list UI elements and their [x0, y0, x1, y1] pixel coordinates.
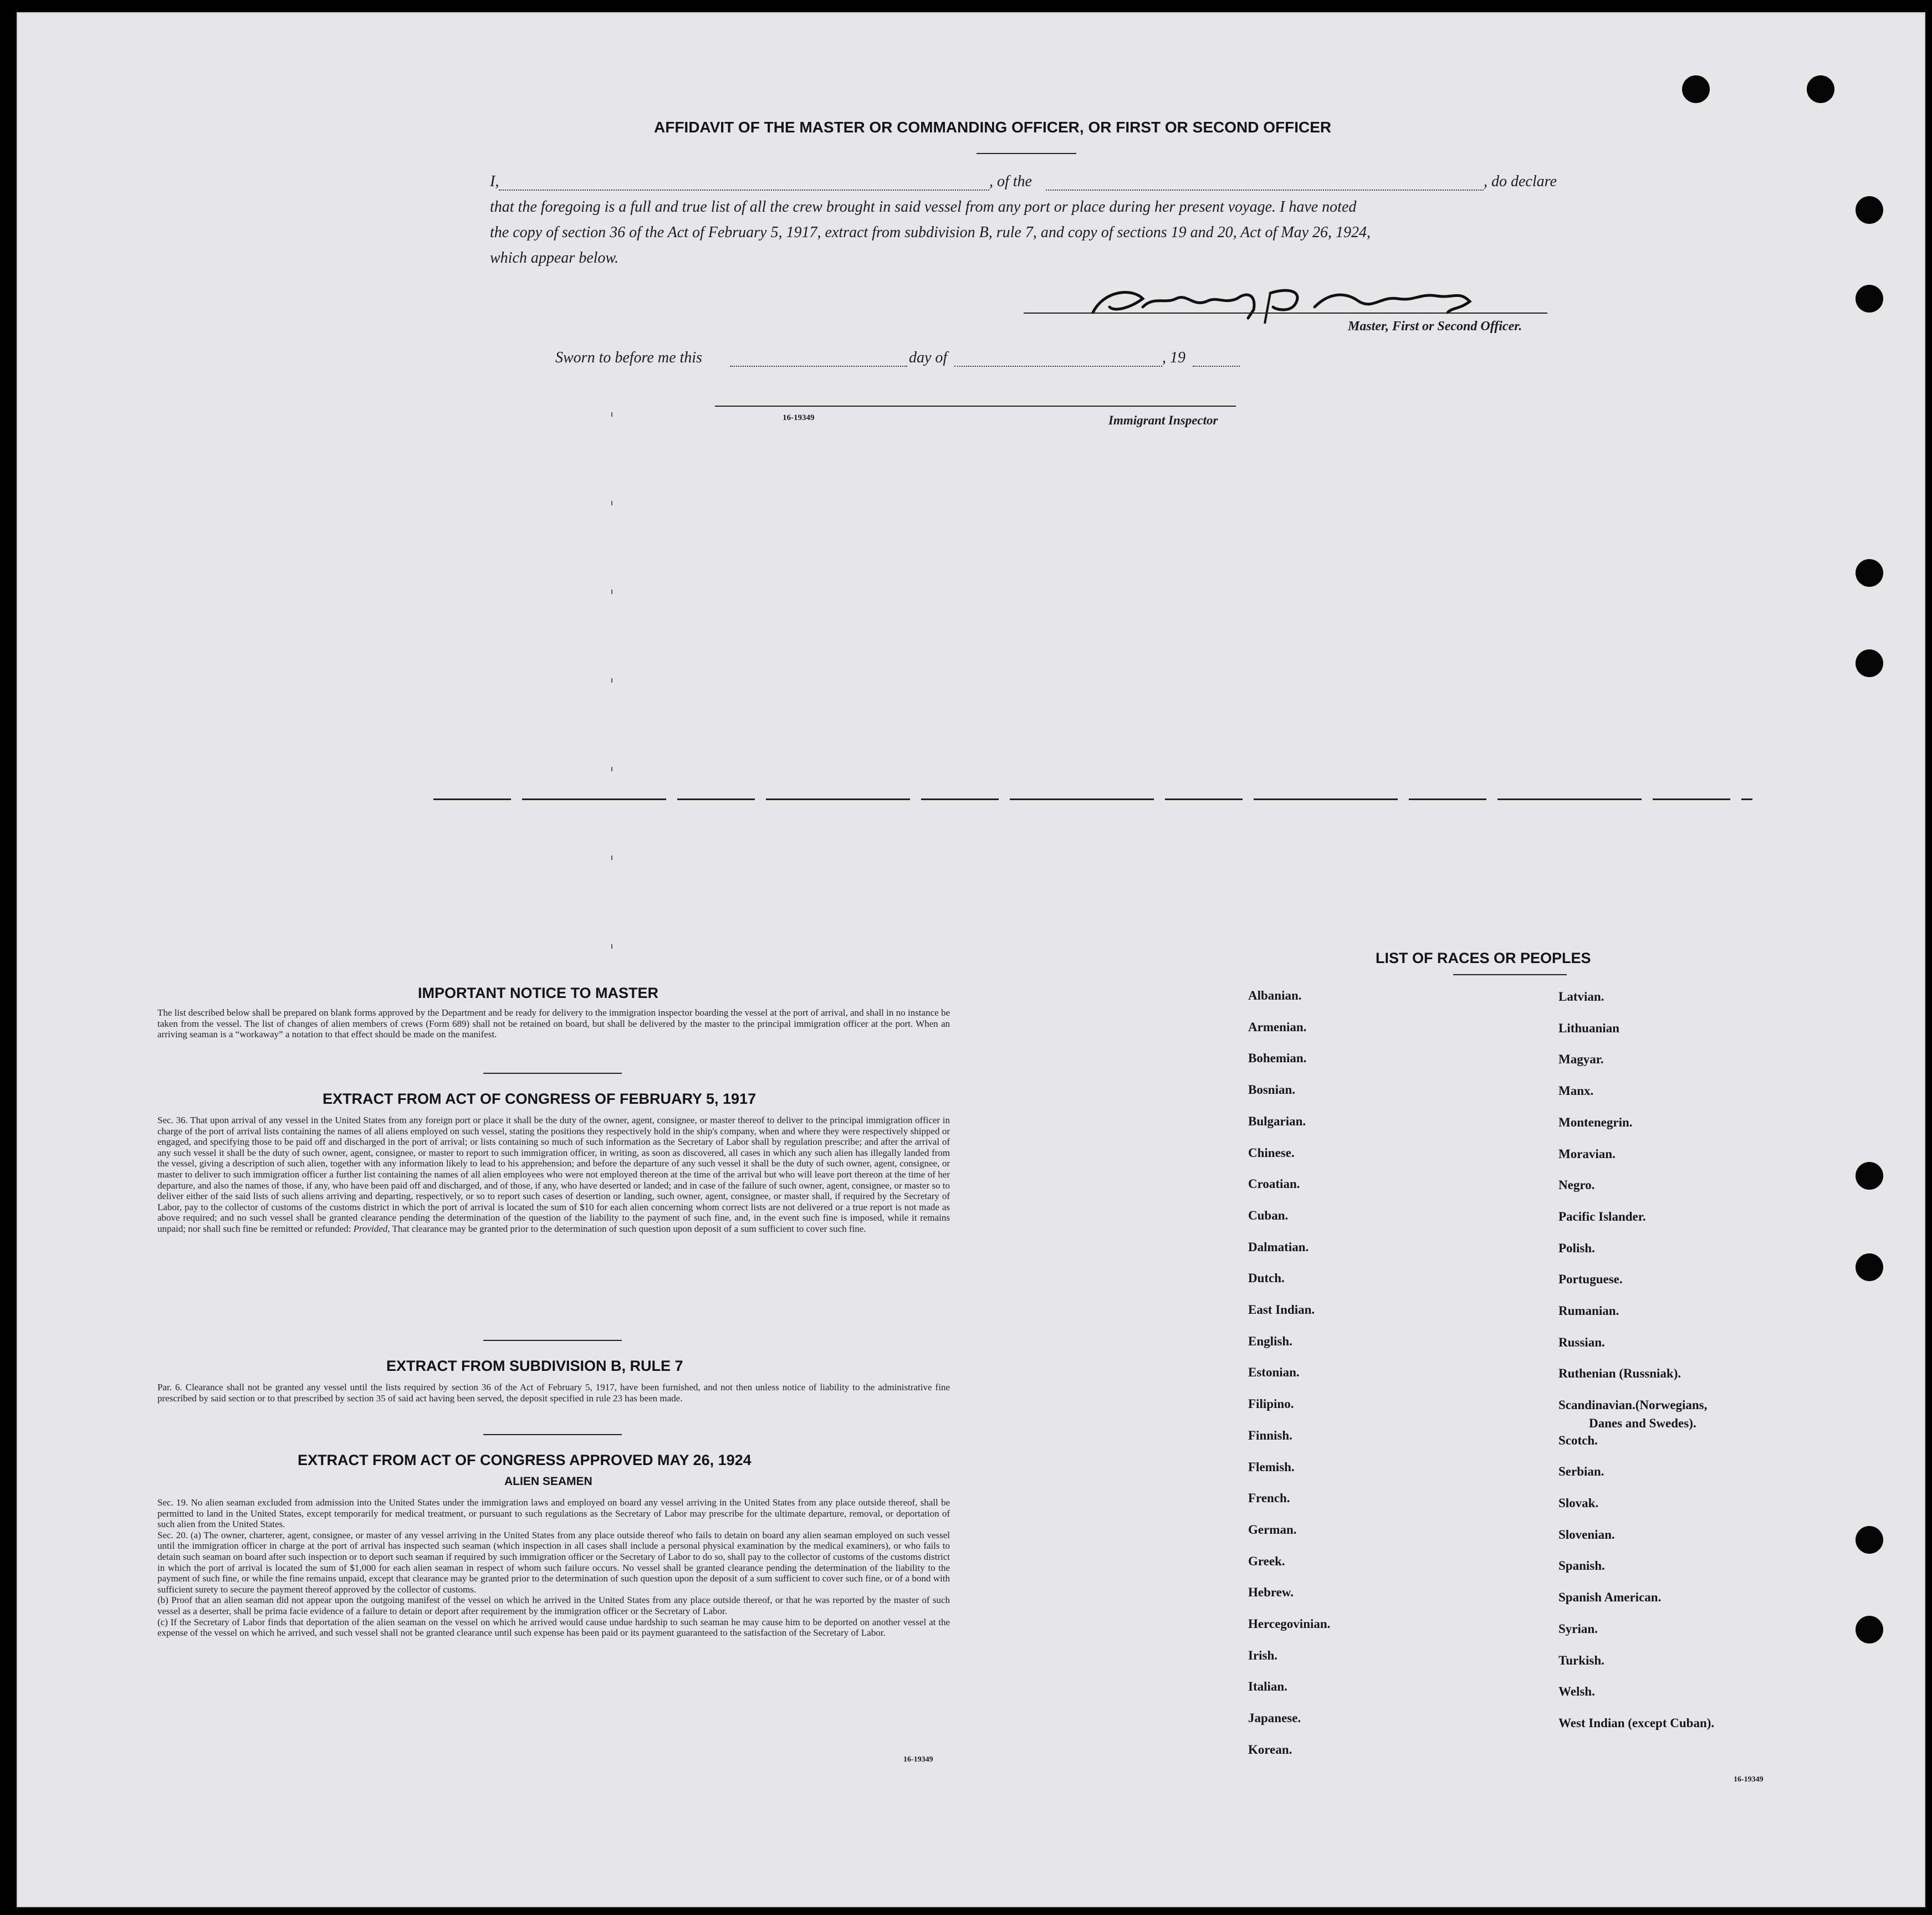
affidavit-line-3: which appear below.	[490, 249, 619, 267]
affidavit-title: AFFIDAVIT OF THE MASTER OR COMMANDING OFFICER, OR FIRST OR SECOND OFFICER	[654, 119, 1332, 136]
affidavit-do-declare: , do declare	[1484, 173, 1557, 190]
race-item: Syrian.	[1558, 1621, 1598, 1636]
form-number-top: 16-19349	[783, 413, 815, 422]
sec-19: Sec. 19. No alien seaman excluded from admission into the United States under the immigration laws and employed on board any vessel arriving in the United States from any place outside thereof, shall be permitted to land in the United States, except temporarily for medical treatment, or pursuant to such regulations as the Secretary of Labor may prescribe for the ultimate departure, removal, or deportation of such alien from the United States.	[157, 1497, 950, 1530]
race-item: French.	[1248, 1491, 1290, 1506]
race-item: Flemish.	[1248, 1460, 1295, 1474]
races-underline	[1453, 974, 1567, 975]
punch-hole	[1856, 285, 1883, 313]
affidavit-line-1: that the foregoing is a full and true list of all the crew brought in said vessel from any port or place during her present voyage. I have noted	[490, 198, 1357, 216]
punch-hole	[1856, 1162, 1883, 1190]
race-item: Pacific Islander.	[1558, 1209, 1646, 1223]
race-item: Korean.	[1248, 1742, 1292, 1757]
race-item: Montenegrin.	[1558, 1115, 1633, 1129]
divider	[483, 1073, 622, 1074]
punch-hole	[1856, 1526, 1883, 1554]
race-item: Manx.	[1558, 1084, 1594, 1098]
inspector-caption: Immigrant Inspector	[1108, 413, 1218, 427]
rule-7-title: EXTRACT FROM SUBDIVISION B, RULE 7	[386, 1358, 683, 1374]
vessel-name-line	[1046, 190, 1484, 191]
race-item: Portuguese.	[1558, 1272, 1623, 1287]
race-item: Magyar.	[1558, 1052, 1604, 1067]
race-item: English.	[1248, 1334, 1292, 1348]
act-1924-body	[157, 1497, 950, 1638]
race-item: Japanese.	[1248, 1711, 1301, 1725]
signature-line	[1024, 313, 1547, 314]
race-item: Scandinavian.(Norwegians,	[1558, 1398, 1708, 1412]
race-item: West Indian (except Cuban).	[1558, 1716, 1715, 1730]
race-item: Moravian.	[1558, 1146, 1616, 1161]
notice-body: The list described below shall be prepared on blank forms approved by the Department and be ready for delivery to the immigration inspector boarding the vessel at the port of arrival, and shall in no instance be taken from the vessel. The list of changes of alien members of crews (Form 689) shall not be retained on board, but shall be delivered by the master to the principal immigration officer at the port. When an arriving seaman is a “workaway” a notation to that effect should be made on the manifest.	[157, 1007, 950, 1040]
race-item: Ruthenian (Russniak).	[1558, 1366, 1681, 1381]
race-item: Latvian.	[1558, 990, 1604, 1003]
document-page	[17, 12, 1925, 1907]
race-item: Dalmatian.	[1248, 1240, 1309, 1254]
punch-hole	[1856, 1253, 1883, 1281]
race-item: Irish.	[1248, 1648, 1278, 1662]
punch-hole	[1682, 75, 1710, 103]
race-item: Armenian.	[1248, 1020, 1307, 1034]
race-item: Serbian.	[1558, 1465, 1604, 1479]
divider	[483, 1340, 622, 1341]
act-1917-tail: That clearance may be granted prior to the determination of such question upon deposit of a sum sufficient to cover such fine.	[392, 1223, 866, 1234]
sworn-label: Sworn to before me this	[555, 349, 702, 366]
fold-line	[433, 798, 1752, 800]
act-1917-text: Sec. 36. That upon arrival of any vessel in the United States from any foreign port or place it shall be the duty of the owner, agent, consignee, or master thereof to deliver to the principal immigration officer in charge of the port of arrival lists containing the names of all aliens employed on such vessel, stating the positions they respectively hold in the ship's company, when and where they were respectively shipped or engaged, and specifying those to be paid off and discharged in the port of arrival; or lists containing so much of such information as the Secretary of Labor shall by regulation prescribe; and after the arrival of any such vessel it shall be the duty of such owner, agent, consignee, or master to report to such immigration officer, in writing, as soon as discovered, all cases in which any such alien has illegally landed from the vessel, giving a description of such alien, together with any information likely to lead to his apprehension; and before the departure of any such vessel it shall be the duty of such owner, agent, consignee, or master to deliver to such immigration officer a further list containing the names of all alien employees who were not employed thereon at the time of the arrival but who will leave port thereon at the time of her departure, and also the names of those, if any, who have been paid off and discharged, and of those, if any, who have deserted or landed; and in case of the failure of such owner, agent, consignee, or master so to deliver either of the said lists of such aliens arriving and departing, respectively, or so to report such cases of desertion or landing, such owner, agent, consignee, or master shall, if required by the Secretary of Labor, pay to the collector of customs of the customs district in which the port of arrival is located the sum of $10 for each alien concerning whom correct lists are not delivered or a true report is not made as above required; and no such vessel shall be granted clearance pending the determination of the question of the liability to the payment of such fine, and, in the event such fine is imposed, while it remains unpaid; nor shall such fine be remitted or refunded:	[157, 1115, 950, 1234]
notice-title: IMPORTANT NOTICE TO MASTER	[418, 985, 658, 1001]
race-item: Slovenian.	[1558, 1527, 1615, 1542]
day-of-label: day of	[909, 349, 948, 366]
punch-hole	[1856, 1616, 1883, 1643]
race-item: Chinese.	[1248, 1145, 1295, 1160]
race-item: Finnish.	[1248, 1428, 1292, 1442]
sec-20b: (b) Proof that an alien seaman did not appear upon the outgoing manifest of the vessel on which he arrived in the United States from any place outside thereof, or that he was reported by the master of such vessel as a deserter, shall be prima facie evidence of a failure to detain or deport after requirement by the immigration officer or the Secretary of Labor.	[157, 1595, 950, 1616]
race-item: Bulgarian.	[1248, 1114, 1306, 1128]
sworn-year-line	[1193, 366, 1240, 367]
punch-hole	[1856, 559, 1883, 587]
race-item: Russian.	[1558, 1335, 1605, 1349]
form-number-right: 16-19349	[1734, 1775, 1764, 1784]
signature-caption: Master, First or Second Officer.	[1348, 319, 1522, 334]
punch-hole	[1807, 75, 1834, 103]
race-item: Dutch.	[1248, 1271, 1285, 1286]
sec-20a: Sec. 20. (a) The owner, charterer, agent, consignee, or master of any vessel arriving in the United States from any place outside thereof who fails to detain on board any alien seaman employed on such vessel until the immigration officer in charge at the port of arrival has inspected such seaman (which inspection in all cases shall include a personal physical examination by the medical examiners), or who fails to detain such seaman on board after such inspection or to deport such seaman if required by such immigration officer or the Secretary of Labor to do so, shall pay to the collector of customs of the customs district in which the port of arrival is located the sum of $1,000 for each alien seaman in respect of whom such failure occurs. No vessel shall be granted clearance pending the determination of the liability to the payment of such fine, or while the fine remains unpaid, except that clearance may be granted prior to the determination of such question upon the deposit of a sum sufficient to cover such fine, or of a bond with sufficient surety to secure the payment thereof approved by the collector of customs.	[157, 1529, 950, 1595]
race-item: Turkish.	[1558, 1653, 1604, 1667]
act-1917-body	[157, 1115, 950, 1235]
race-item: Estonian.	[1248, 1365, 1300, 1380]
race-item: Danes and Swedes).	[1589, 1416, 1696, 1430]
race-item: East Indian.	[1248, 1303, 1315, 1317]
race-item: German.	[1248, 1522, 1297, 1537]
race-item: Lithuanian	[1558, 1021, 1619, 1035]
race-item: Slovak.	[1558, 1496, 1599, 1510]
divider	[483, 1434, 622, 1435]
title-underline	[977, 153, 1076, 154]
race-item: Italian.	[1248, 1680, 1287, 1694]
race-item: Bosnian.	[1248, 1083, 1296, 1097]
sec-20c: (c) If the Secretary of Labor finds that deportation of the alien seaman on the vessel on which he arrived would cause undue hardship to such seaman he may cause him to be deported on another vessel at the expense of the vessel on which he arrived, and such vessel shall not be granted clearance until such expense has been paid or its payment guaranteed to the satisfaction of the Secretary of Labor.	[157, 1616, 950, 1638]
punch-hole	[1856, 649, 1883, 677]
race-item: Rumanian.	[1558, 1304, 1619, 1318]
race-item: Albanian.	[1248, 989, 1302, 1002]
act-1924-subtitle: ALIEN SEAMEN	[504, 1475, 592, 1488]
affidavit-of-the: , of the	[989, 173, 1032, 190]
sworn-day-line	[730, 366, 907, 367]
sworn-month-line	[954, 366, 1162, 367]
race-item: Scotch.	[1558, 1433, 1598, 1447]
race-item: Spanish.	[1558, 1559, 1605, 1573]
race-item: Greek.	[1248, 1554, 1285, 1568]
affidavit-line-2: the copy of section 36 of the Act of February 5, 1917, extract from subdivision B, rule 7, and copy of sections 19 and 20, Act of May 26, 1924,	[490, 224, 1371, 241]
declarant-name-line	[499, 190, 989, 191]
act-1917-provided: Provided,	[353, 1223, 390, 1234]
act-1924-title: EXTRACT FROM ACT OF CONGRESS APPROVED MAY 26, 1924	[298, 1452, 752, 1468]
punch-hole	[1856, 196, 1883, 224]
inspector-line	[715, 406, 1236, 407]
rule-7-body: Par. 6. Clearance shall not be granted any vessel until the lists required by section 36 of the Act of February 5, 1917, have been furnished, and not then unless notice of liability to the administrative fine prescribed by said section or to that prescribed by section 35 of said act having been served, the deposit specified in rule 23 has been made.	[157, 1382, 950, 1404]
form-number-left: 16-19349	[903, 1755, 933, 1764]
race-item: Bohemian.	[1248, 1051, 1307, 1066]
affidavit-i-label: I,	[490, 173, 499, 190]
race-item: Spanish American.	[1558, 1590, 1662, 1605]
race-item: Negro.	[1558, 1178, 1595, 1192]
center-crease	[611, 412, 612, 977]
race-item: Croatian.	[1248, 1177, 1300, 1191]
race-item: Hebrew.	[1248, 1585, 1294, 1600]
race-item: Polish.	[1558, 1241, 1595, 1255]
races-title: LIST OF RACES OR PEOPLES	[1376, 950, 1591, 966]
race-item: Cuban.	[1248, 1208, 1289, 1222]
race-item: Hercegovinian.	[1248, 1617, 1331, 1631]
act-1917-title: EXTRACT FROM ACT OF CONGRESS OF FEBRUARY 5, 1917	[323, 1090, 757, 1107]
year-prefix: , 19	[1162, 349, 1185, 366]
race-item: Filipino.	[1248, 1397, 1294, 1411]
race-item: Welsh.	[1558, 1684, 1595, 1699]
